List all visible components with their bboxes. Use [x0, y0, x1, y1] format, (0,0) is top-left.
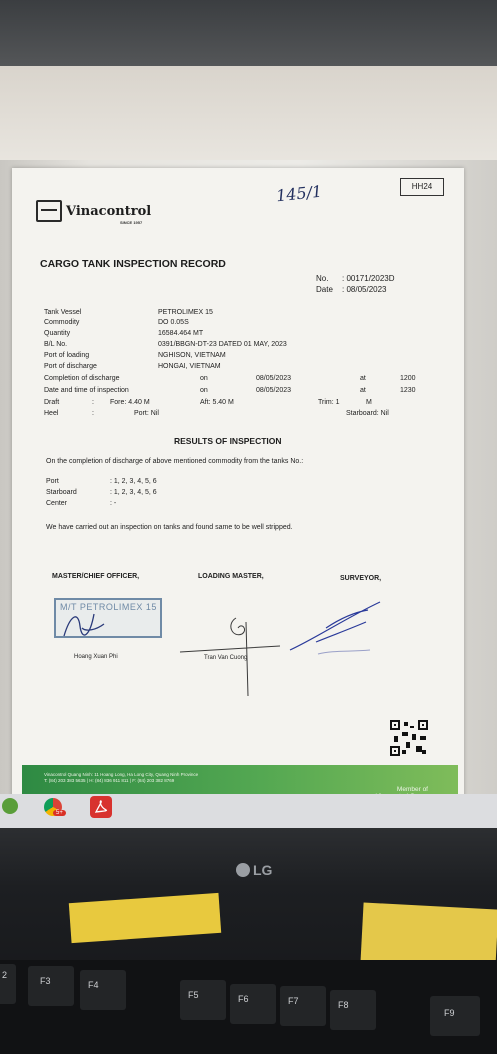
field-label: B/L No.	[44, 341, 68, 348]
tank-value: : -	[110, 500, 117, 507]
key-f8: F8	[338, 1000, 349, 1010]
field-label: Port of discharge	[44, 363, 97, 370]
results-statement: We have carried out an inspection on tanks and found same to be well stripped.	[46, 524, 293, 531]
key-f6: F6	[238, 994, 249, 1004]
tank-value: : 1, 2, 3, 4, 5, 6	[110, 478, 157, 485]
handwritten-mark: 145/1	[275, 181, 323, 206]
monitor-bezel	[0, 0, 497, 72]
viewer-toolbar-area	[0, 66, 497, 166]
acrobat-icon	[90, 796, 112, 818]
field-value: PETROLIMEX 15	[158, 309, 213, 316]
record-date-value: : 08/05/2023	[342, 285, 387, 294]
draft-aft: Aft: 5.40 M	[200, 399, 234, 406]
vinacontrol-logo	[36, 200, 151, 222]
footer-address: Vinacontrol Quang Ninh: 11 Hoang Long, Ha Long City, Quang Ninh Province T: (84) 203 383 5635 | H: (84) 836 911 811 | F: (84) 203 382 8769	[44, 772, 199, 783]
heel-label: Heel	[44, 410, 59, 417]
master-title: MASTER/CHIEF OFFICER,	[52, 573, 140, 580]
draft-fore: Fore: 4.40 M	[110, 399, 150, 406]
pdf-icon[interactable]	[90, 796, 112, 818]
results-intro: On the completion of discharge of above mentioned commodity from the tanks No.:	[46, 458, 304, 465]
key	[330, 990, 376, 1030]
inspection-time: 1230	[400, 387, 416, 394]
key-f7: F7	[288, 996, 299, 1006]
draft-label: Draft	[44, 399, 60, 406]
inspection-on: on	[200, 387, 208, 394]
vessel-stamp: M/T PETROLIMEX 15	[54, 598, 162, 638]
tank-label: Port	[46, 478, 59, 485]
inspection-date: 08/05/2023	[256, 387, 292, 394]
sticky-note-right	[361, 903, 497, 968]
key-f9: F9	[444, 1008, 455, 1018]
loading-master-name: Tran Van Cuong	[204, 655, 248, 661]
surveyor-title: SURVEYOR,	[340, 575, 382, 582]
logo-name: Vinacontrol	[66, 203, 152, 219]
footer-member: Member of	[396, 786, 428, 793]
inspection-label: Date and time of inspection	[44, 387, 129, 394]
field-value: 0391/BBGN-DT-23 DATED 01 MAY, 2023	[158, 341, 287, 348]
taskbar	[0, 794, 497, 828]
loading-master-title: LOADING MASTER,	[198, 573, 264, 580]
key	[180, 980, 226, 1020]
completion-time: 1200	[400, 375, 416, 382]
inspection-at: at	[360, 387, 366, 394]
field-label: Tank Vessel	[44, 309, 82, 316]
record-no-label: No.	[316, 274, 329, 283]
field-label: Quantity	[44, 330, 71, 337]
key-f3: F3	[40, 976, 51, 986]
key-f4: F4	[88, 980, 99, 990]
master-name: Hoang Xuan Phi	[74, 654, 118, 660]
loading-master-signature	[176, 604, 286, 700]
field-value: 16584.464 MT	[158, 330, 204, 337]
completion-date: 08/05/2023	[256, 375, 292, 382]
lg-logo: LG	[236, 862, 272, 878]
page-title: CARGO TANK INSPECTION RECORD	[40, 258, 226, 270]
draft-trim-unit: M	[366, 399, 372, 406]
field-value: DO 0.05S	[158, 319, 189, 326]
heel-port: Port: Nil	[134, 410, 159, 417]
master-signature	[60, 606, 110, 642]
key-2: 2	[2, 970, 8, 980]
heel-colon: :	[92, 410, 94, 417]
field-label: Port of loading	[44, 352, 90, 359]
record-date-label: Date	[316, 285, 333, 294]
completion-on: on	[200, 375, 208, 382]
key-f5: F5	[188, 990, 199, 1000]
heel-starboard: Starboard: Nil	[346, 410, 389, 417]
tank-label: Center	[46, 500, 68, 507]
field-value: HONGAI, VIETNAM	[158, 363, 221, 370]
tank-label: Starboard	[46, 489, 77, 496]
code-box: HH24	[400, 178, 444, 196]
key	[280, 986, 326, 1026]
field-value: NGHISON, VIETNAM	[158, 352, 226, 359]
completion-at: at	[360, 375, 366, 382]
scales-icon	[36, 200, 62, 222]
draft-colon: :	[92, 399, 94, 406]
field-label: Commodity	[44, 319, 80, 326]
key	[430, 996, 480, 1036]
completion-label: Completion of discharge	[44, 375, 120, 382]
app-icon[interactable]	[2, 798, 18, 814]
tank-value: : 1, 2, 3, 4, 5, 6	[110, 489, 157, 496]
notification-badge: 5+	[53, 810, 66, 816]
surveyor-signature	[286, 598, 386, 658]
results-heading: RESULTS OF INSPECTION	[174, 436, 282, 446]
key	[230, 984, 276, 1024]
logo-since: SINCE 1957	[120, 220, 143, 225]
qr-code	[390, 720, 428, 756]
draft-trim: Trim: 1	[318, 399, 340, 406]
record-no-value: : 00171/2023D	[342, 274, 395, 283]
key	[80, 970, 126, 1010]
key	[28, 966, 74, 1006]
